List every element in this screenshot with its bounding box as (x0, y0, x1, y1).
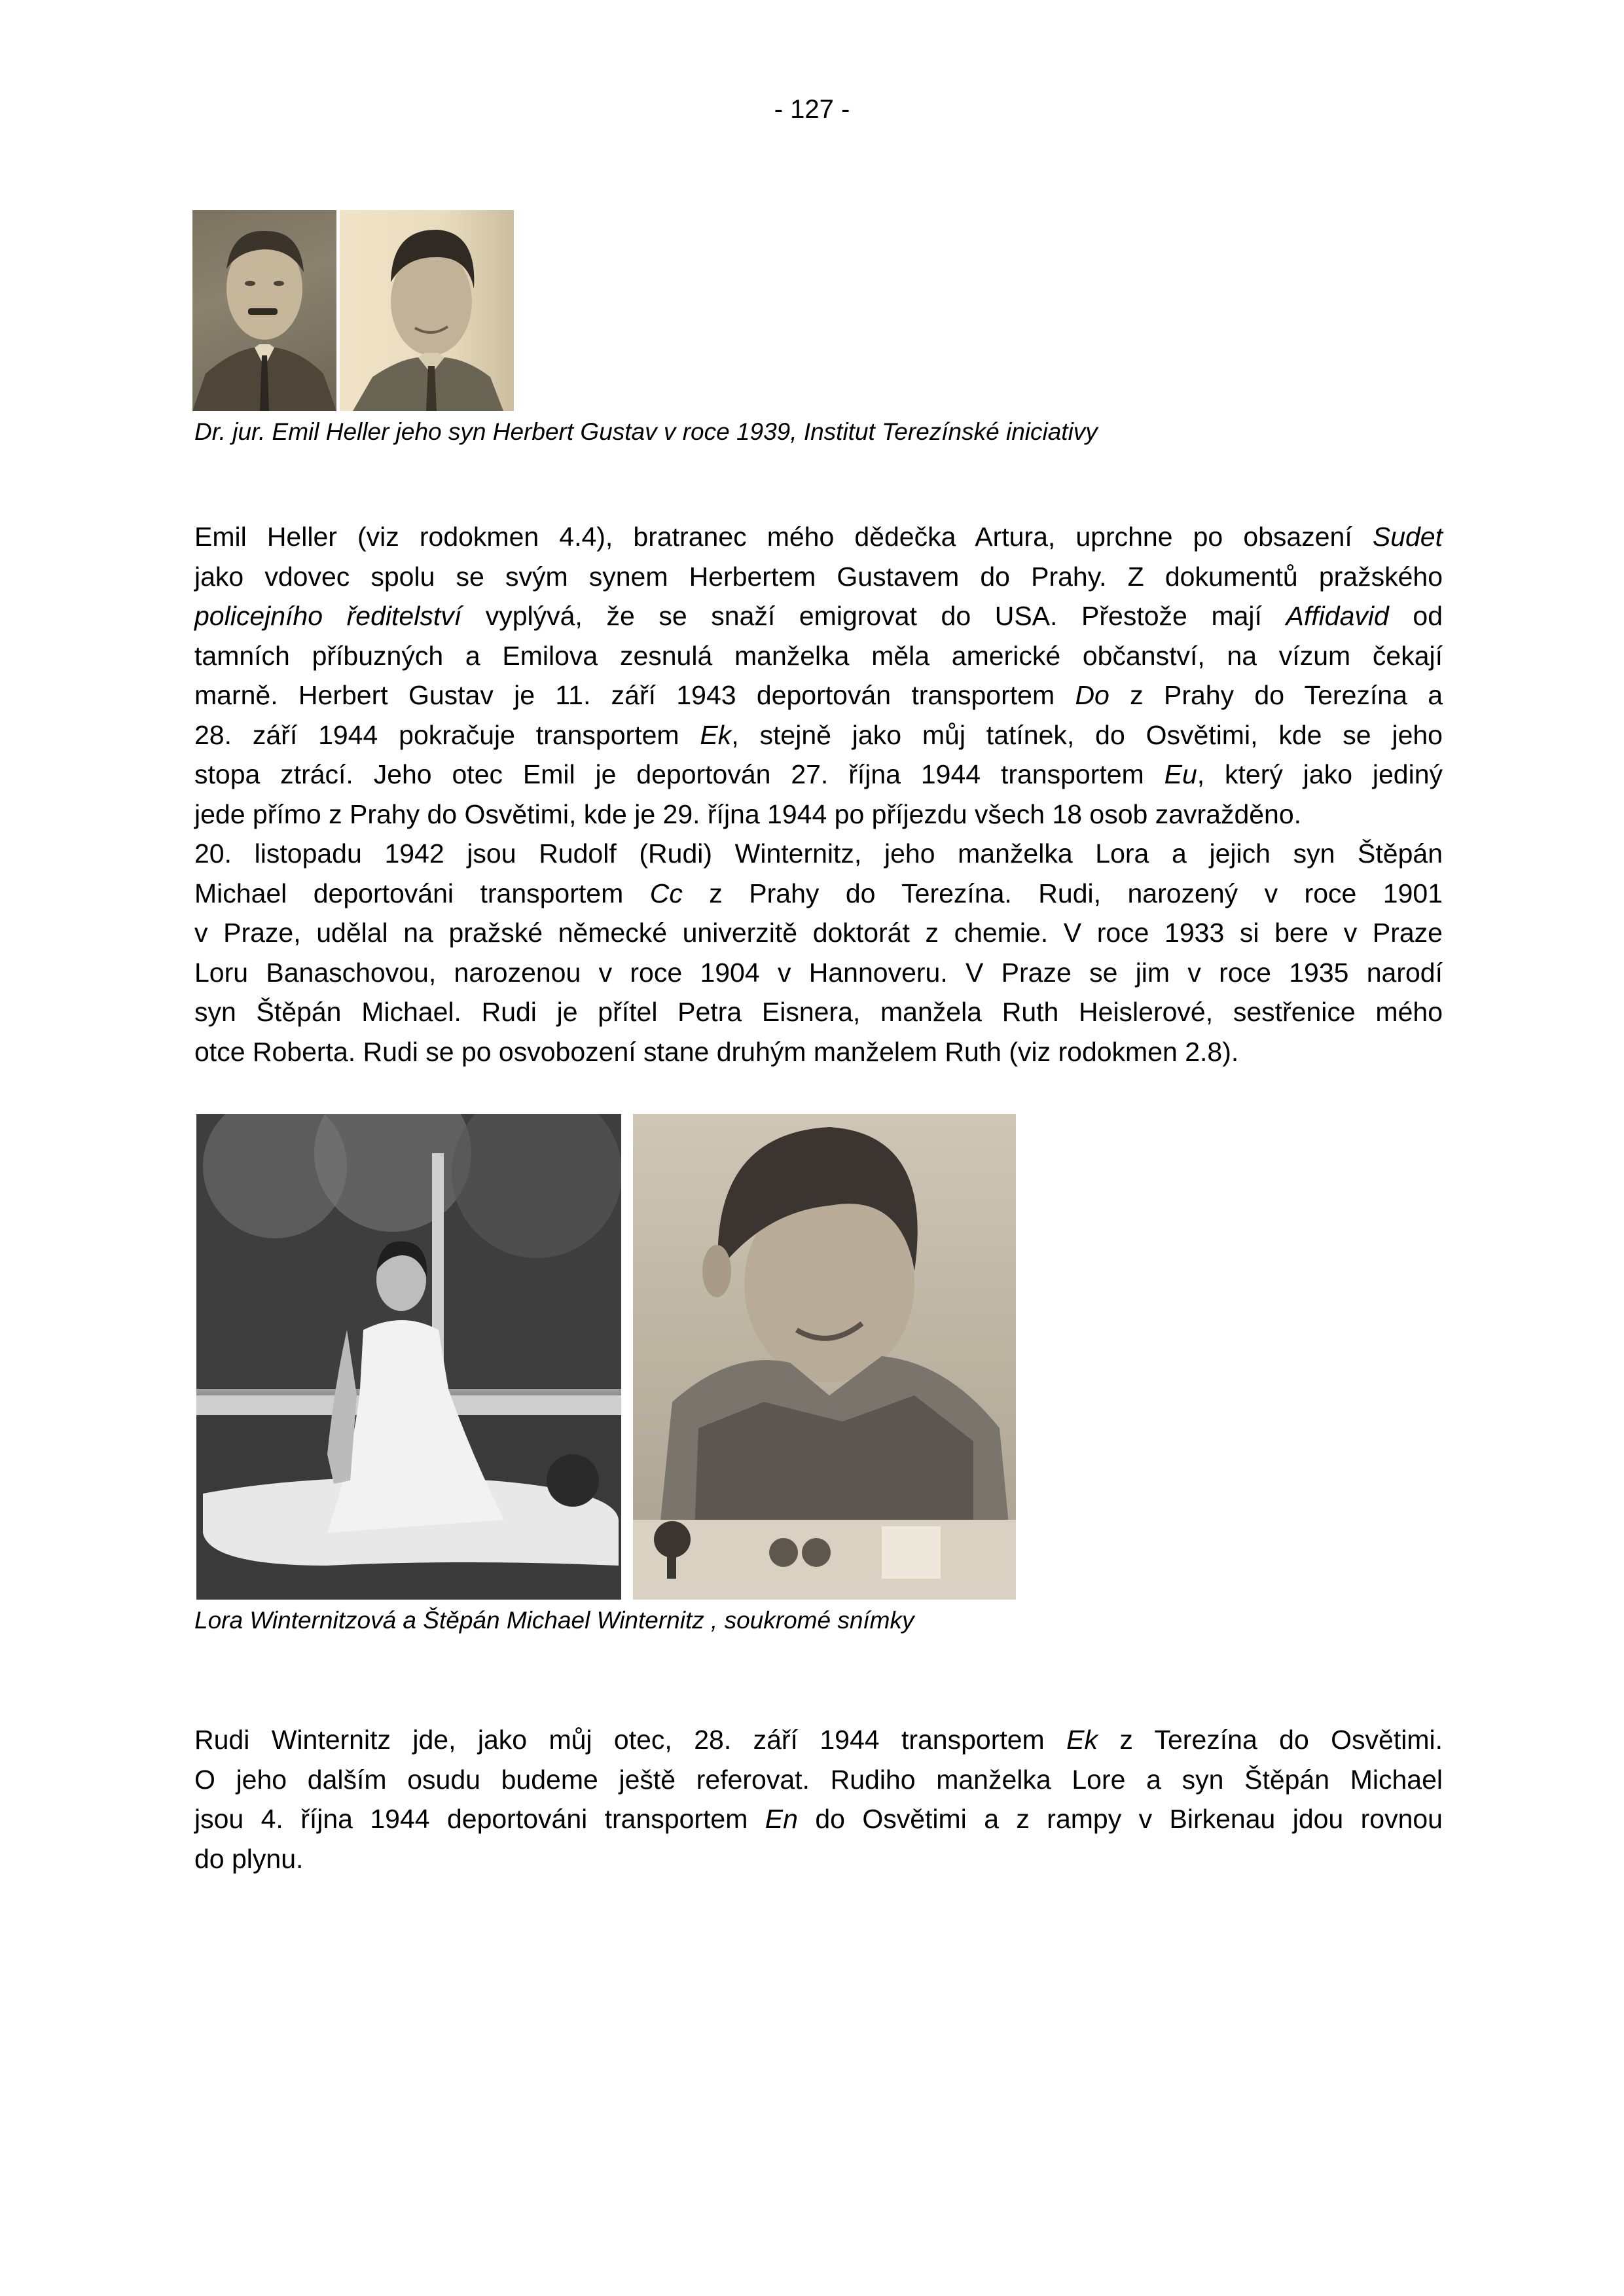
italic-term: policejního ředitelství (194, 601, 462, 631)
text-line (194, 1032, 1443, 1072)
italic-term: Eu (1164, 759, 1197, 789)
text-line (194, 675, 1443, 715)
text-line (194, 636, 1443, 676)
text-line (194, 913, 1443, 953)
photo-emil-heller (192, 210, 336, 411)
text-line (194, 1760, 1443, 1800)
portrait-young-man-image (340, 210, 514, 411)
text-line (194, 1799, 1443, 1839)
text-run: z Prahy do Terezína a (1109, 680, 1443, 710)
photo-lora-winternitzova (196, 1114, 621, 1600)
text-run: jsou 4. října 1944 deportováni transportem (194, 1804, 765, 1834)
text-run: , stejně jako můj tatínek, do Osvětimi, kde se jeho (731, 719, 1443, 750)
italic-term: Sudet (1372, 522, 1443, 552)
paragraph-2 (194, 1720, 1443, 1878)
text-run: Rudi Winternitz jde, jako můj otec, 28. září 1944 transportem (194, 1725, 1067, 1755)
italic-term: Ek (700, 719, 732, 750)
italic-term: Affidavid (1286, 601, 1389, 631)
text-line (194, 992, 1443, 1032)
text-line (194, 834, 1443, 874)
text-run: do Osvětimi a z rampy v Birkenau jdou rovnou (797, 1804, 1443, 1834)
text-run: stopa ztrácí. Jeho otec Emil je deportován 27. října 1944 transportem (194, 759, 1164, 789)
text-run: Emil Heller (viz rodokmen 4.4), bratranec mého dědečka Artura, uprchne po obsazení (194, 522, 1373, 552)
text-run: , který jako jediný (1197, 759, 1443, 789)
page-number: - 127 - (774, 95, 850, 124)
text-run: v Praze, udělal na pražské německé univerzitě doktorát z chemie. V roce 1933 si bere v Praze (194, 918, 1443, 948)
text-run: od (1388, 601, 1443, 631)
italic-term: Do (1075, 680, 1110, 710)
figure2-caption: Lora Winternitzová a Štěpán Michael Winternitz , soukromé snímky (194, 1607, 914, 1634)
text-line (194, 1720, 1443, 1760)
text-run: tamních příbuzných a Emilova zesnulá manželka měla americké občanství, na vízum čekají (194, 640, 1443, 671)
text-run: Loru Banaschovou, narozenou v roce 1904 v Hannoveru. V Praze se jim v roce 1935 narodí (194, 957, 1443, 988)
text-run: z Prahy do Terezína. Rudi, narozený v roce 1901 (682, 878, 1443, 908)
text-run: vyplývá, že se snaží emigrovat do USA. Přestože mají (461, 601, 1286, 631)
text-run: otce Roberta. Rudi se po osvobození stane druhým manželem Ruth (viz rodokmen 2.8). (194, 1036, 1239, 1067)
boy-portrait-image (633, 1114, 1016, 1600)
figure1-caption: Dr. jur. Emil Heller jeho syn Herbert Gustav v roce 1939, Institut Terezínské iniciativy (194, 418, 1098, 445)
italic-term: En (765, 1804, 798, 1834)
text-run: marně. Herbert Gustav je 11. září 1943 deportován transportem (194, 680, 1075, 710)
woman-in-park-image (196, 1114, 621, 1600)
text-line (194, 596, 1443, 636)
photo-herbert-gustav (340, 210, 514, 411)
text-run: jede přímo z Prahy do Osvětimi, kde je 29. října 1944 po příjezdu všech 18 osob zavražděno. (194, 798, 1302, 829)
text-line (194, 953, 1443, 993)
text-line (194, 517, 1443, 557)
text-run: O jeho dalším osudu budeme ještě referovat. Rudiho manželka Lore a syn Štěpán Michael (194, 1764, 1443, 1795)
text-run: Michael deportováni transportem (194, 878, 650, 908)
text-line (194, 755, 1443, 795)
text-line (194, 874, 1443, 914)
text-run: syn Štěpán Michael. Rudi je přítel Petra Eisnera, manžela Ruth Heislerové, sestřenice mého (194, 997, 1443, 1027)
text-run: jako vdovec spolu se svým synem Herbertem Gustavem do Prahy. Z dokumentů pražského (194, 561, 1443, 592)
text-run: do plynu. (194, 1843, 304, 1874)
portrait-man-image (192, 210, 336, 411)
text-run: 28. září 1944 pokračuje transportem (194, 719, 700, 750)
italic-term: Cc (649, 878, 683, 908)
text-line (194, 715, 1443, 755)
text-run: z Terezína do Osvětimi. (1097, 1725, 1443, 1755)
text-run: 20. listopadu 1942 jsou Rudolf (Rudi) Winternitz, jeho manželka Lora a jejich syn Štěpán (194, 838, 1443, 869)
paragraph-1 (194, 517, 1443, 1071)
photo-stepan-michael-winternitz (633, 1114, 1016, 1600)
italic-term: Ek (1066, 1725, 1098, 1755)
text-line (194, 1839, 1443, 1879)
text-line (194, 795, 1443, 834)
text-line (194, 557, 1443, 597)
